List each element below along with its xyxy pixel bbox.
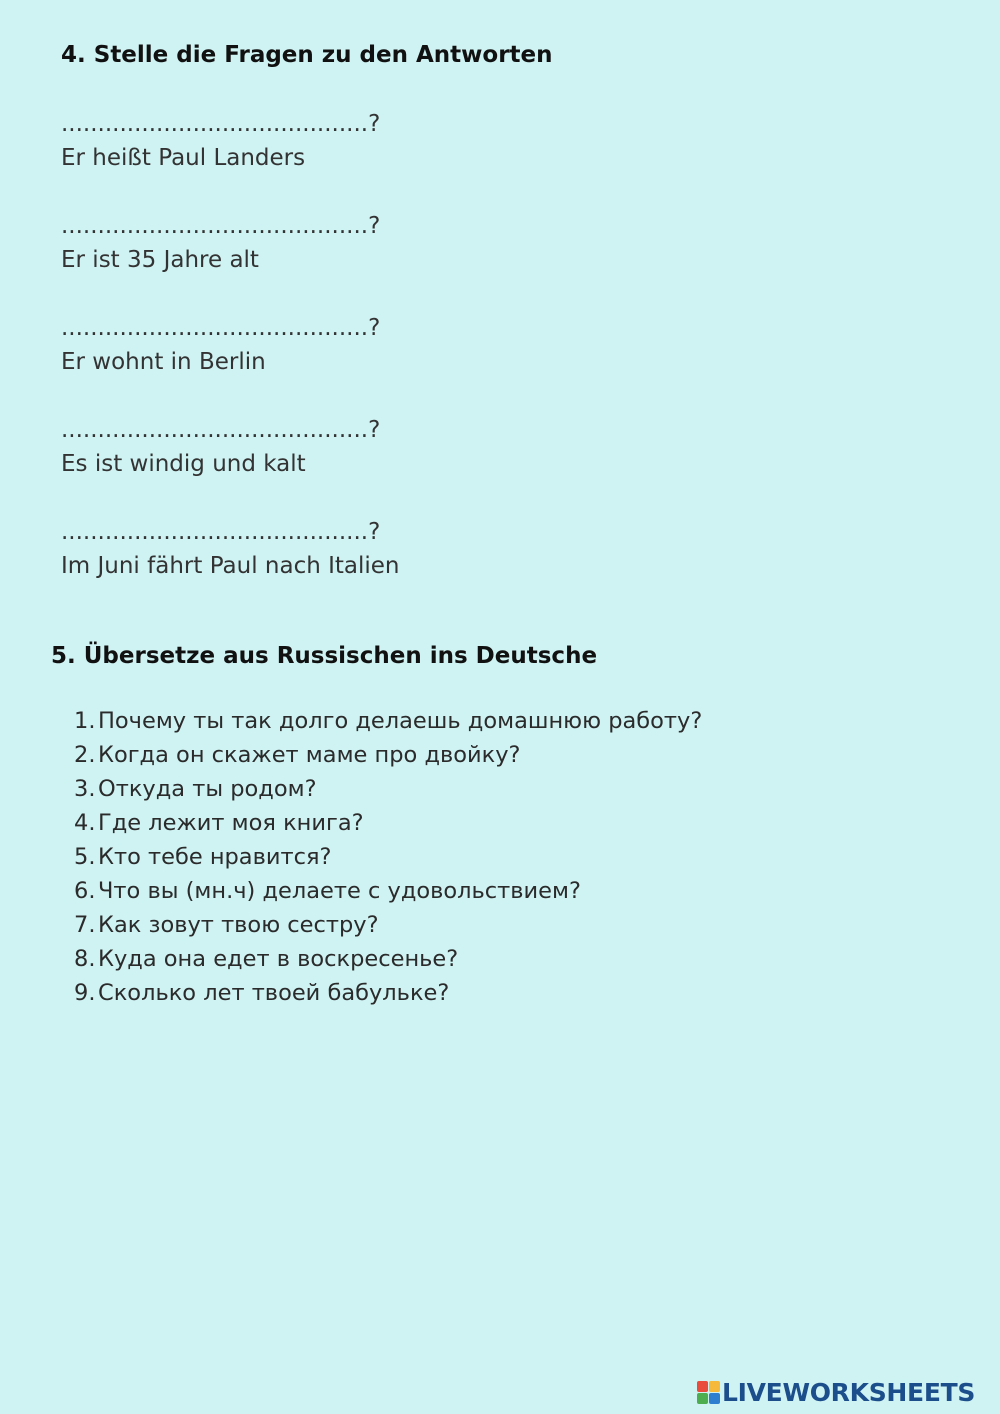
section-5-title: 5. Übersetze aus Russischen ins Deutsche [51, 643, 598, 669]
logo-square [697, 1393, 708, 1404]
logo-text: LIVEWORKSHEETS [722, 1378, 976, 1407]
answer-text: Er ist 35 Jahre alt [61, 247, 259, 273]
liveworksheets-logo[interactable] [697, 1378, 975, 1407]
qa-item-1 [61, 107, 380, 175]
section-4-title: 4. Stelle die Fragen zu den Antworten [61, 42, 553, 68]
item-text: Кто тебе нравится? [98, 844, 332, 870]
item-text: Откуда ты родом? [98, 776, 317, 802]
item-number: 3. [74, 776, 96, 802]
list-item [74, 806, 702, 840]
translation-list [74, 704, 702, 1010]
item-text: Сколько лет твоей бабульке? [98, 980, 450, 1006]
answer-text: Er heißt Paul Landers [61, 145, 306, 171]
qa-item-2 [61, 209, 380, 277]
item-text: Что вы (мн.ч) делаете с удовольствием? [98, 878, 581, 904]
list-item [74, 738, 702, 772]
item-text: Куда она едет в воскресенье? [98, 946, 459, 972]
item-number: 9. [74, 980, 96, 1006]
qa-item-3 [61, 311, 380, 379]
item-number: 6. [74, 878, 96, 904]
answer-blank[interactable]: ..........................................? [61, 315, 381, 341]
answer-blank[interactable]: ..........................................? [61, 417, 381, 443]
answer-text: Im Juni fährt Paul nach Italien [61, 553, 400, 579]
logo-square [697, 1381, 708, 1392]
item-number: 1. [74, 708, 96, 734]
list-item [74, 908, 702, 942]
list-item [74, 704, 702, 738]
answer-blank[interactable]: ..........................................? [61, 111, 381, 137]
item-number: 5. [74, 844, 96, 870]
item-number: 7. [74, 912, 96, 938]
qa-item-4 [61, 413, 380, 481]
logo-squares-icon [697, 1381, 720, 1404]
qa-item-5 [61, 515, 400, 583]
item-text: Когда он скажет маме про двойку? [98, 742, 521, 768]
item-text: Как зовут твою сестру? [98, 912, 379, 938]
list-item [74, 942, 702, 976]
answer-blank[interactable]: ..........................................? [61, 519, 381, 545]
item-text: Почему ты так долго делаешь домашнюю работу? [98, 708, 703, 734]
logo-square [709, 1381, 720, 1392]
answer-blank[interactable]: ..........................................? [61, 213, 381, 239]
answer-text: Es ist windig und kalt [61, 451, 306, 477]
item-number: 2. [74, 742, 96, 768]
answer-text: Er wohnt in Berlin [61, 349, 266, 375]
item-number: 8. [74, 946, 96, 972]
item-text: Где лежит моя книга? [98, 810, 364, 836]
list-item [74, 874, 702, 908]
list-item [74, 772, 702, 806]
item-number: 4. [74, 810, 96, 836]
logo-square [709, 1393, 720, 1404]
list-item [74, 976, 702, 1010]
list-item [74, 840, 702, 874]
